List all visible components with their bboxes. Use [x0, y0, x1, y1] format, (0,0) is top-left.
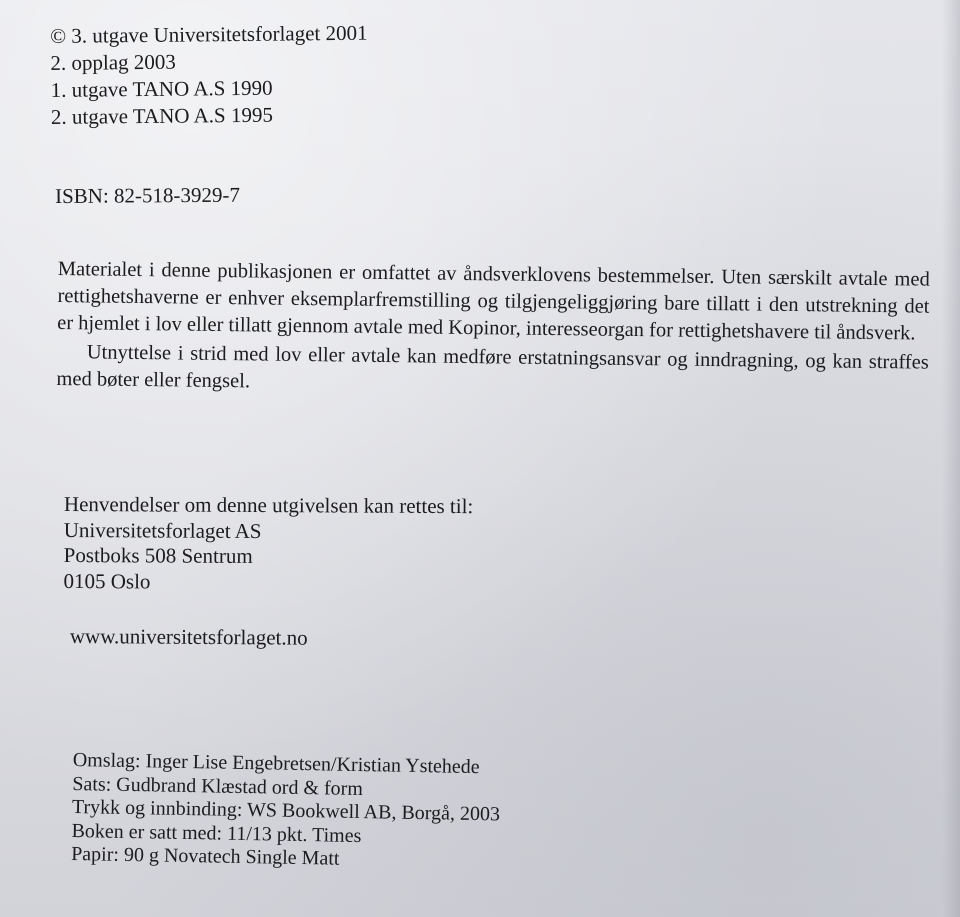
publisher-address: [63, 492, 473, 596]
credit-line: Omslag: Inger Lise Engebretsen/Kristian Ystehede: [72, 749, 480, 779]
edition-line: 2. opplag 2003: [50, 49, 176, 75]
edition-history: [50, 21, 369, 132]
address-line: Universitetsforlaget AS: [63, 517, 262, 543]
page-edge-shadow: [942, 0, 960, 917]
address-line: 0105 Oslo: [63, 568, 151, 593]
credit-line: Papir: 90 g Novatech Single Matt: [70, 842, 340, 870]
production-credits: [71, 749, 501, 874]
address-line: Postboks 508 Sentrum: [63, 542, 253, 568]
address-line: Henvendelser om denne utgivelsen kan rettes til:: [63, 492, 474, 519]
notice-paragraph: Materialet i denne publikasjonen er omfattet av åndsverklovens bestemmelser. Uten særskilt avtale med rettighetshaverne er enhver eksemplarfremstilling og tilgjengeliggjøring bare tillatt i den utstrekning det er hjemlet i lov eller tillatt gjennom avtale med Kopinor, interesseorgan for rettighetshavere til åndsverk.: [57, 257, 930, 345]
edition-line: 1. utgave TANO A.S 1990: [50, 75, 273, 102]
copyright-notice: [56, 256, 930, 404]
publisher-website: www.universitetsforlaget.no: [69, 624, 308, 650]
edition-line: 2. utgave TANO A.S 1995: [50, 102, 274, 129]
notice-paragraph: Utnyttelse i strid med lov eller avtale kan medføre erstatningsansvar og inndragning, og kan straffes med bøter eller fengsel.: [56, 341, 929, 393]
isbn: ISBN: 82-518-3929-7: [55, 182, 241, 208]
edition-line: © 3. utgave Universitetsforlaget 2001: [50, 20, 368, 48]
credit-line: Boken er satt med: 11/13 pkt. Times: [71, 819, 362, 847]
credit-line: Sats: Gudbrand Klæstad ord & form: [72, 772, 364, 800]
credit-line: Trykk og innbinding: WS Bookwell AB, Borgå, 2003: [71, 795, 501, 826]
